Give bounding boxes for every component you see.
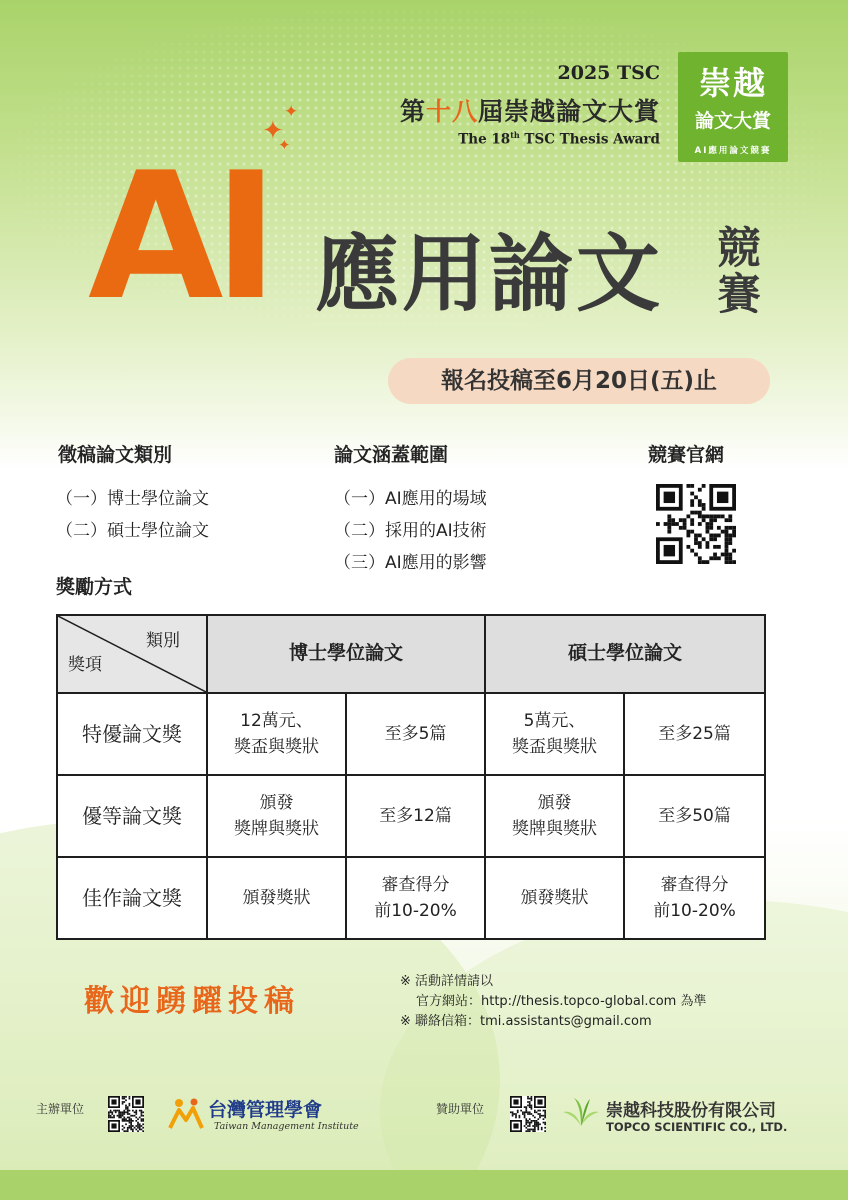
award-name: 佳作論文獎: [57, 857, 207, 939]
welcome-slogan: 歡迎踴躍投稿: [84, 984, 300, 1019]
award-logo: [678, 52, 788, 162]
master-prize: 頒發獎狀: [485, 857, 624, 939]
host-name-cn: 台灣管理學會: [208, 1099, 323, 1121]
event-title-en: [380, 130, 660, 148]
bottom-bar: [0, 1170, 848, 1200]
en-title-part: TSC Thesis Award: [519, 131, 660, 148]
website-title: 競賽官網: [648, 444, 725, 466]
category-item: （一）博士學位論文: [56, 489, 209, 509]
phd-quota: 至多5篇: [346, 693, 485, 775]
table-row: [57, 775, 765, 857]
corner-award-label: 獎項: [68, 654, 102, 675]
col-header-phd: 博士學位論文: [207, 615, 485, 693]
rewards-table: [56, 614, 766, 940]
note-website[interactable]: 官方網站：http://thesis.topco-global.com 為準: [416, 994, 707, 1009]
table-row: [57, 857, 765, 939]
sponsor-label: 贊助單位: [436, 1102, 485, 1116]
corner-category-label: 類別: [146, 631, 180, 651]
qr-code-icon[interactable]: [108, 1096, 144, 1132]
note-email[interactable]: ※ 聯絡信箱：tmi.assistants@gmail.com: [400, 1014, 652, 1029]
title-suffix: 屆崇越論文大賞: [477, 97, 660, 126]
phd-prize: 12萬元、 獎盃與獎狀: [207, 693, 346, 775]
scope-item: （三）AI應用的影響: [334, 553, 487, 573]
sparkle-icon: ✦: [278, 136, 291, 154]
table-row: [57, 693, 765, 775]
sparkle-icon: ✦: [262, 116, 284, 146]
phd-quota: 審查得分 前10-20%: [346, 857, 485, 939]
logo-line1: 崇越: [698, 64, 767, 102]
phd-prize: 頒發 獎牌與獎狀: [207, 775, 346, 857]
category-item: （二）碩士學位論文: [56, 521, 209, 541]
hero-ai: AI: [88, 136, 269, 339]
event-title: [316, 92, 660, 128]
hero-side-title: 競賽: [717, 224, 761, 321]
title-number: 十八: [425, 97, 478, 126]
topco-logo-icon: [562, 1096, 600, 1134]
phd-quota: 至多12篇: [346, 775, 485, 857]
master-quota: 至多25篇: [624, 693, 765, 775]
en-title-part: The 18: [458, 131, 511, 148]
master-prize: 5萬元、 獎盃與獎狀: [485, 693, 624, 775]
categories-title: 徵稿論文類別: [58, 444, 173, 466]
qr-code-icon[interactable]: [510, 1096, 546, 1132]
title-prefix: 第: [399, 97, 426, 126]
award-name: 特優論文獎: [57, 693, 207, 775]
hero-main-title: 應用論文: [315, 225, 664, 323]
decorative-curve: [380, 900, 848, 1200]
scope-item: （一）AI應用的場域: [334, 489, 487, 509]
table-header-row: [57, 615, 765, 693]
col-header-master: 碩士學位論文: [485, 615, 765, 693]
logo-line2: 論文大賞: [694, 110, 771, 132]
event-year: 2025 TSC: [557, 62, 660, 84]
host-label: 主辦單位: [36, 1102, 85, 1116]
scope-item: （二）採用的AI技術: [334, 521, 487, 541]
master-quota: 至多50篇: [624, 775, 765, 857]
award-name: 優等論文獎: [57, 775, 207, 857]
en-title-sup: th: [510, 130, 520, 140]
rewards-title: 獎勵方式: [56, 576, 133, 598]
logo-subtitle: AI應用論文競賽: [694, 146, 772, 156]
host-name-en: Taiwan Management Institute: [214, 1121, 359, 1132]
deadline-badge: 報名投稿至6月20日(五)止: [388, 358, 770, 404]
sparkle-icon: ✦: [284, 102, 299, 122]
table-corner: [57, 615, 207, 693]
tmi-logo-icon: [166, 1096, 206, 1136]
sponsor-name-en: TOPCO SCIENTIFIC CO., LTD.: [606, 1120, 788, 1134]
qr-code-icon[interactable]: [656, 484, 736, 564]
scope-title: 論文涵蓋範圍: [334, 444, 449, 466]
master-quota: 審查得分 前10-20%: [624, 857, 765, 939]
master-prize: 頒發 獎牌與獎狀: [485, 775, 624, 857]
sponsor-name-cn: 崇越科技股份有限公司: [606, 1101, 776, 1121]
phd-prize: 頒發獎狀: [207, 857, 346, 939]
note-line: ※ 活動詳情請以: [400, 974, 494, 989]
